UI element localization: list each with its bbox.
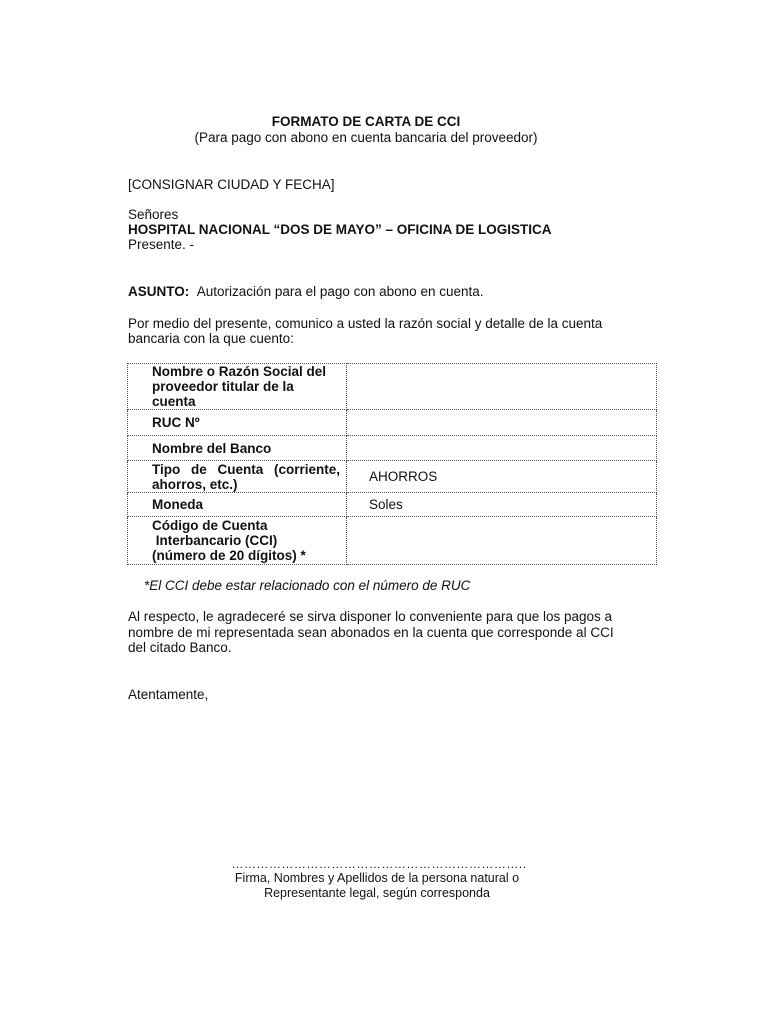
intro-line-1: Por medio del presente, comunico a usted la razón social y detalle de la cuenta <box>128 316 603 331</box>
subject-text: Autorización para el pago con abono en cuenta. <box>196 284 484 299</box>
label-line: Nombre o Razón Social del <box>152 364 327 379</box>
subject-label: ASUNTO: <box>128 284 190 299</box>
row-value-razon-social[interactable] <box>347 364 657 410</box>
intro-line-2: bancaria con la que cuento: <box>128 331 294 346</box>
table-row <box>128 410 657 436</box>
label-line: ahorros, etc.) <box>152 476 238 492</box>
label-line: Nombre del Banco <box>152 440 272 456</box>
row-value-tipo-cuenta[interactable]: AHORROS <box>347 461 657 493</box>
table-row <box>128 493 657 517</box>
request-line-2: nombre de mi representada sean abonados en la cuenta que corresponde al CCI <box>128 625 614 640</box>
presente-line: Presente. - <box>128 237 195 252</box>
document-title: FORMATO DE CARTA DE CCI <box>271 114 461 129</box>
account-details-table <box>127 363 657 565</box>
row-label-razon-social <box>128 364 347 410</box>
row-label-ruc <box>128 410 347 436</box>
request-line-1: Al respecto, le agradeceré se sirva disponer lo conveniente para que los pagos a <box>128 609 613 624</box>
label-line: cuenta <box>152 394 196 409</box>
label-line: RUC Nº <box>152 415 200 430</box>
signature-line: …………………………………………………………….. <box>231 857 527 871</box>
label-line: Interbancario (CCI) <box>152 533 278 548</box>
row-value-ruc[interactable] <box>347 410 657 436</box>
label-line: Moneda <box>152 497 204 512</box>
closing: Atentamente, <box>128 687 209 702</box>
request-line-3: del citado Banco. <box>128 640 232 655</box>
label-line: Tipo de Cuenta (corriente, <box>152 461 340 477</box>
signature-caption-1: Firma, Nombres y Apellidos de la persona natural o <box>234 871 520 885</box>
label-line: Código de Cuenta <box>152 518 268 533</box>
subject-line <box>128 284 484 300</box>
row-label-banco <box>128 436 347 461</box>
row-label-cci <box>128 517 347 565</box>
label-line: proveedor titular de la <box>152 379 294 394</box>
table-row <box>128 364 657 410</box>
salutation: Señores <box>128 207 179 222</box>
table-row <box>128 517 657 565</box>
row-value-banco[interactable] <box>347 436 657 461</box>
label-line: (número de 20 dígitos) * <box>152 548 306 563</box>
row-value-moneda[interactable]: Soles <box>347 493 657 517</box>
table-row <box>128 436 657 461</box>
signature-caption-2: Representante legal, según corresponda <box>264 886 490 900</box>
row-value-cci[interactable] <box>347 517 657 565</box>
document-subtitle: (Para pago con abono en cuenta bancaria del proveedor) <box>194 130 538 145</box>
table-row <box>128 461 657 493</box>
row-label-tipo-cuenta <box>128 461 347 493</box>
row-label-moneda <box>128 493 347 517</box>
city-date-placeholder: [CONSIGNAR CIUDAD Y FECHA] <box>128 177 335 192</box>
addressee-name: HOSPITAL NACIONAL “DOS DE MAYO” – OFICINA DE LOGISTICA <box>128 222 552 237</box>
cci-footnote: *El CCI debe estar relacionado con el número de RUC <box>144 578 471 593</box>
